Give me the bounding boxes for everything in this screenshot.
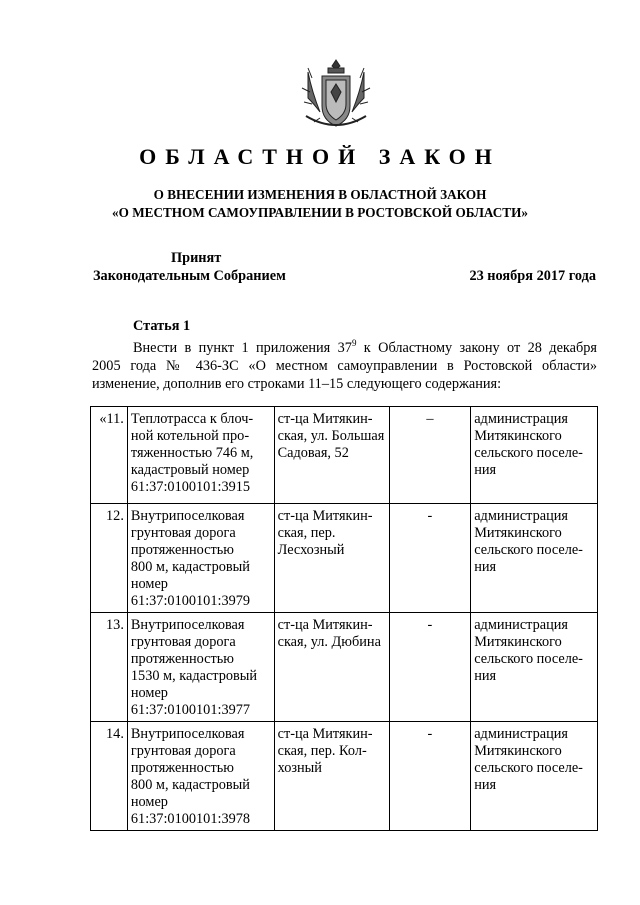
location-cell xyxy=(274,504,389,613)
article-text-line1: Внести в пункт 1 приложения $37^9$ к Областному закону от 28 декабря xyxy=(133,338,597,356)
administration-line: администрация xyxy=(474,617,568,633)
law-title: ОБЛАСТНОЙ ЗАКОН xyxy=(139,144,501,169)
administration-line: ния xyxy=(474,462,497,478)
object-name-line: протяженностью xyxy=(130,651,234,667)
dash-cell: - xyxy=(389,613,471,722)
adopted-label: Принят xyxy=(171,250,222,266)
row-number: 13. xyxy=(91,613,128,722)
administration-cell xyxy=(471,722,598,831)
administration-line: Митякинского xyxy=(474,525,562,541)
administration-line: сельского поселе- xyxy=(474,651,583,667)
article-text-line3: изменение, дополнив его строками 11–15 следующего содержания: xyxy=(92,376,502,392)
location-line: Садовая, 52 xyxy=(277,445,349,461)
object-name-line: номер xyxy=(130,794,168,810)
administration-line: ния xyxy=(474,559,497,575)
adopted-by: Законодательным Собранием xyxy=(93,268,286,284)
object-name-line: кадастровый номер xyxy=(130,462,250,478)
administration-cell xyxy=(471,407,598,504)
article-text-line2: 2005 года № 436-ЗС «О местном самоуправлении в Ростовской области» xyxy=(92,358,597,374)
location-line: ст-ца Митякин- xyxy=(277,617,373,633)
law-subtitle-line1: О ВНЕСЕНИИ ИЗМЕНЕНИЯ В ОБЛАСТНОЙ ЗАКОН xyxy=(153,187,487,202)
administration-line: сельского поселе- xyxy=(474,542,583,558)
administration-line: Митякинского xyxy=(474,743,562,759)
location-line: ст-ца Митякин- xyxy=(277,726,373,742)
object-name-line: 800 м, кадастровый xyxy=(130,777,250,793)
location-line: ская, пер. xyxy=(277,525,336,541)
object-name-line: номер xyxy=(130,576,168,592)
object-name-line: 61:37:0100101:3977 xyxy=(130,702,251,718)
object-name-line: Внутрипоселковая xyxy=(130,726,245,742)
administration-line: ния xyxy=(474,777,497,793)
rostov-oblast-coat-of-arms-icon xyxy=(300,58,372,134)
location-line: Лесхозный xyxy=(277,542,345,558)
location-cell xyxy=(274,407,389,504)
administration-line: сельского поселе- xyxy=(474,760,583,776)
row-number: «11. xyxy=(91,407,128,504)
location-line: ст-ца Митякин- xyxy=(277,411,373,427)
location-line: ская, ул. Дюбина xyxy=(277,634,381,650)
object-name-cell xyxy=(127,722,274,831)
object-name-line: протяженностью xyxy=(130,542,234,558)
administration-line: сельского поселе- xyxy=(474,445,583,461)
location-line: хозный xyxy=(277,760,322,776)
dash-cell: - xyxy=(389,504,471,613)
object-name-line: ной котельной про- xyxy=(130,428,250,444)
location-cell xyxy=(274,613,389,722)
object-name-line: 800 м, кадастровый xyxy=(130,559,250,575)
administration-line: Митякинского xyxy=(474,634,562,650)
object-name-line: 1530 м, кадастровый xyxy=(130,668,258,684)
table-row xyxy=(91,504,598,613)
object-name-line: Внутрипоселковая xyxy=(130,508,245,524)
object-name-cell xyxy=(127,613,274,722)
administration-line: администрация xyxy=(474,411,568,427)
object-name-line: 61:37:0100101:3915 xyxy=(130,479,251,495)
row-number: 12. xyxy=(91,504,128,613)
administration-line: администрация xyxy=(474,508,568,524)
object-name-line: тяженностью 746 м, xyxy=(130,445,254,461)
administration-line: администрация xyxy=(474,726,568,742)
dash-cell: - xyxy=(389,722,471,831)
adoption-date: 23 ноября 2017 года xyxy=(469,268,596,284)
object-name-line: Теплотрасса к блоч- xyxy=(130,411,254,427)
object-name-line: грунтовая дорога xyxy=(130,634,236,650)
location-line: ст-ца Митякин- xyxy=(277,508,373,524)
object-name-line: протяженностью xyxy=(130,760,234,776)
object-name-cell xyxy=(127,407,274,504)
object-name-line: грунтовая дорога xyxy=(130,525,236,541)
administration-cell xyxy=(471,504,598,613)
location-line: ская, пер. Кол- xyxy=(277,743,367,759)
article-heading: Статья 1 xyxy=(133,318,191,334)
law-subtitle-line2: «О МЕСТНОМ САМОУПРАВЛЕНИИ В РОСТОВСКОЙ ОБЛАСТИ» xyxy=(112,205,528,220)
object-name-line: 61:37:0100101:3978 xyxy=(130,811,251,827)
superscript-9: 9 xyxy=(351,338,357,348)
amendment-table xyxy=(90,406,598,831)
row-number: 14. xyxy=(91,722,128,831)
location-cell xyxy=(274,722,389,831)
administration-cell xyxy=(471,613,598,722)
object-name-line: грунтовая дорога xyxy=(130,743,236,759)
dash-cell: – xyxy=(389,407,471,504)
administration-line: ния xyxy=(474,668,497,684)
table-row xyxy=(91,407,598,504)
administration-line: Митякинского xyxy=(474,428,562,444)
table-row xyxy=(91,613,598,722)
table-row xyxy=(91,722,598,831)
object-name-cell xyxy=(127,504,274,613)
object-name-line: номер xyxy=(130,685,168,701)
location-line: ская, ул. Большая xyxy=(277,428,385,444)
object-name-line: 61:37:0100101:3979 xyxy=(130,593,251,609)
object-name-line: Внутрипоселковая xyxy=(130,617,245,633)
